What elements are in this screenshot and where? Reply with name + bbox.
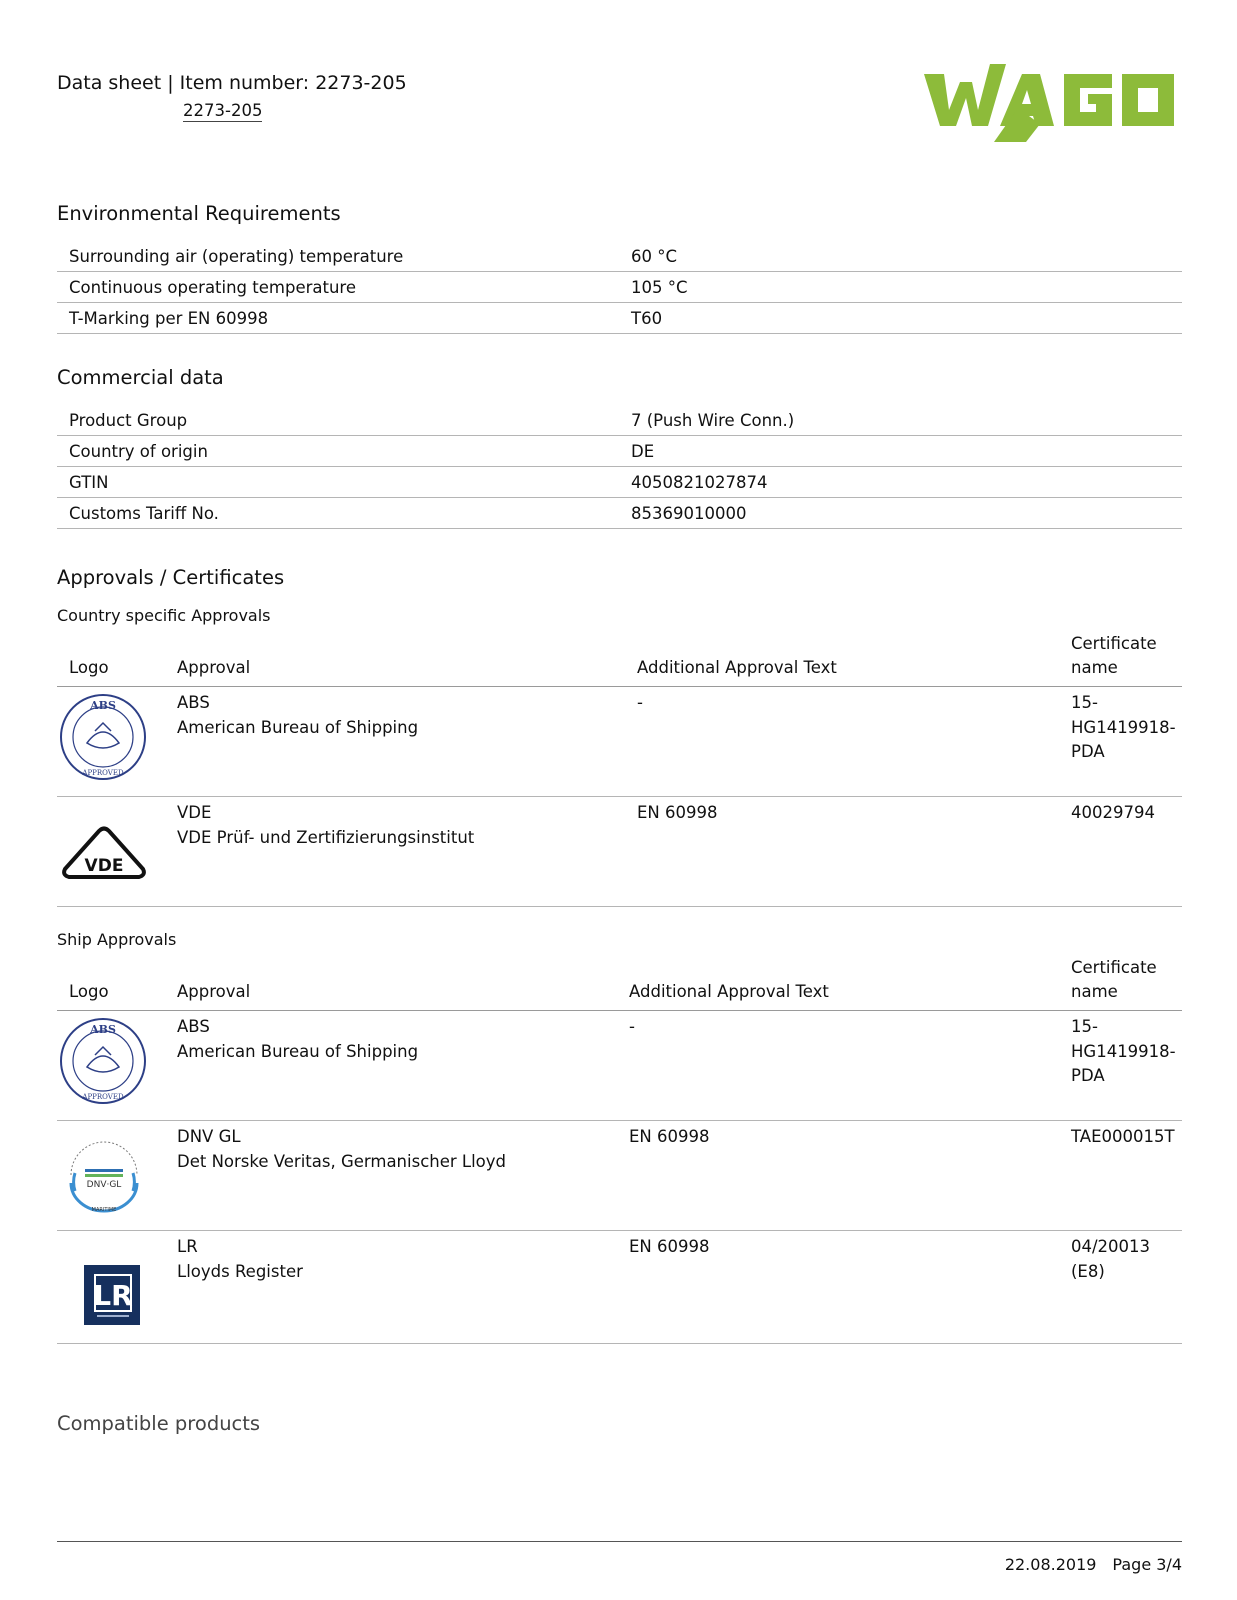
table-row bbox=[57, 1121, 1182, 1231]
country-approvals-table bbox=[57, 632, 1182, 907]
certificate-name: 40029794 bbox=[1059, 797, 1182, 907]
approval-full-name: American Bureau of Shipping bbox=[177, 717, 419, 737]
row-label: Country of origin bbox=[57, 436, 619, 467]
svg-text:DNV·GL: DNV·GL bbox=[86, 1180, 122, 1190]
abs-seal-icon bbox=[57, 687, 165, 797]
footer-page: Page 3/4 bbox=[1112, 1555, 1182, 1574]
table-row bbox=[57, 797, 1182, 907]
approval-full-name: American Bureau of Shipping bbox=[177, 1041, 419, 1061]
table-header-row bbox=[57, 956, 1182, 1011]
additional-text: EN 60998 bbox=[617, 1231, 1059, 1344]
col-approval: Approval bbox=[165, 632, 625, 687]
certificate-name: 15- HG1419918- PDA bbox=[1059, 687, 1182, 797]
col-certificate: Certificate name bbox=[1059, 632, 1182, 687]
approval-name: ABS bbox=[177, 693, 210, 712]
approval-full-name: Det Norske Veritas, Germanischer Lloyd bbox=[177, 1151, 507, 1171]
additional-text: - bbox=[625, 687, 1059, 797]
approval-full-name: Lloyds Register bbox=[177, 1261, 303, 1281]
approval-full-name: VDE Prüf- und Zertifizierungsinstitut bbox=[177, 827, 475, 847]
svg-text:VDE: VDE bbox=[84, 856, 124, 876]
col-logo: Logo bbox=[57, 632, 165, 687]
row-label: Surrounding air (operating) temperature bbox=[57, 241, 619, 272]
certificate-name: 04/20013 (E8) bbox=[1059, 1231, 1182, 1344]
page-title: Data sheet | Item number: 2273-205 bbox=[57, 72, 407, 94]
col-additional: Additional Approval Text bbox=[617, 956, 1059, 1011]
additional-text: EN 60998 bbox=[617, 1121, 1059, 1231]
col-logo: Logo bbox=[57, 956, 165, 1011]
section-heading-compatible: Compatible products bbox=[57, 1412, 261, 1435]
footer-divider bbox=[57, 1541, 1182, 1542]
section-heading-commercial: Commercial data bbox=[57, 366, 224, 389]
table-row bbox=[57, 241, 1182, 272]
approval-name: DNV GL bbox=[177, 1127, 241, 1146]
svg-text:ABS: ABS bbox=[90, 699, 116, 712]
approval-name: ABS bbox=[177, 1017, 210, 1036]
table-header-row bbox=[57, 632, 1182, 687]
lr-mark-icon bbox=[57, 1231, 165, 1344]
col-additional: Additional Approval Text bbox=[625, 632, 1059, 687]
table-row bbox=[57, 405, 1182, 436]
subheading-ship-approvals: Ship Approvals bbox=[57, 930, 177, 949]
row-value: 85369010000 bbox=[619, 498, 1182, 529]
vde-mark-icon bbox=[57, 797, 165, 907]
col-approval: Approval bbox=[165, 956, 617, 1011]
dnv-gl-seal-icon bbox=[57, 1121, 165, 1231]
subheading-country-approvals: Country specific Approvals bbox=[57, 606, 271, 625]
row-value: 4050821027874 bbox=[619, 467, 1182, 498]
table-row bbox=[57, 1011, 1182, 1121]
row-label: Customs Tariff No. bbox=[57, 498, 619, 529]
approval-name: LR bbox=[177, 1237, 198, 1256]
row-value: 105 °C bbox=[619, 272, 1182, 303]
table-row bbox=[57, 467, 1182, 498]
item-number-link[interactable]: 2273-205 bbox=[183, 101, 263, 120]
section-heading-approvals: Approvals / Certificates bbox=[57, 566, 285, 589]
svg-text:MARITIME: MARITIME bbox=[91, 1207, 117, 1213]
table-row bbox=[57, 303, 1182, 334]
environmental-table bbox=[57, 241, 1182, 334]
table-row bbox=[57, 498, 1182, 529]
row-label: T-Marking per EN 60998 bbox=[57, 303, 619, 334]
svg-text:APPROVED: APPROVED bbox=[82, 1093, 124, 1101]
abs-seal-icon bbox=[57, 1011, 165, 1121]
row-value: T60 bbox=[619, 303, 1182, 334]
table-row bbox=[57, 1231, 1182, 1344]
row-value: DE bbox=[619, 436, 1182, 467]
row-label: Product Group bbox=[57, 405, 619, 436]
footer bbox=[1005, 1555, 1182, 1574]
svg-text:ABS: ABS bbox=[90, 1023, 116, 1036]
ship-approvals-table bbox=[57, 956, 1182, 1344]
additional-text: EN 60998 bbox=[625, 797, 1059, 907]
table-row bbox=[57, 436, 1182, 467]
additional-text: - bbox=[617, 1011, 1059, 1121]
certificate-name: 15- HG1419918- PDA bbox=[1059, 1011, 1182, 1121]
footer-date: 22.08.2019 bbox=[1004, 1555, 1097, 1574]
approval-name: VDE bbox=[177, 803, 212, 822]
row-value: 60 °C bbox=[619, 241, 1182, 272]
col-certificate: Certificate name bbox=[1059, 956, 1182, 1011]
svg-text:APPROVED: APPROVED bbox=[82, 769, 124, 777]
table-row bbox=[57, 272, 1182, 303]
row-label: Continuous operating temperature bbox=[57, 272, 619, 303]
row-value: 7 (Push Wire Conn.) bbox=[619, 405, 1182, 436]
wago-logo bbox=[922, 58, 1177, 143]
commercial-table bbox=[57, 405, 1182, 529]
certificate-name: TAE000015T bbox=[1059, 1121, 1182, 1231]
table-row bbox=[57, 687, 1182, 797]
svg-text:LR: LR bbox=[93, 1279, 133, 1312]
row-label: GTIN bbox=[57, 467, 619, 498]
section-heading-environmental: Environmental Requirements bbox=[57, 202, 341, 225]
